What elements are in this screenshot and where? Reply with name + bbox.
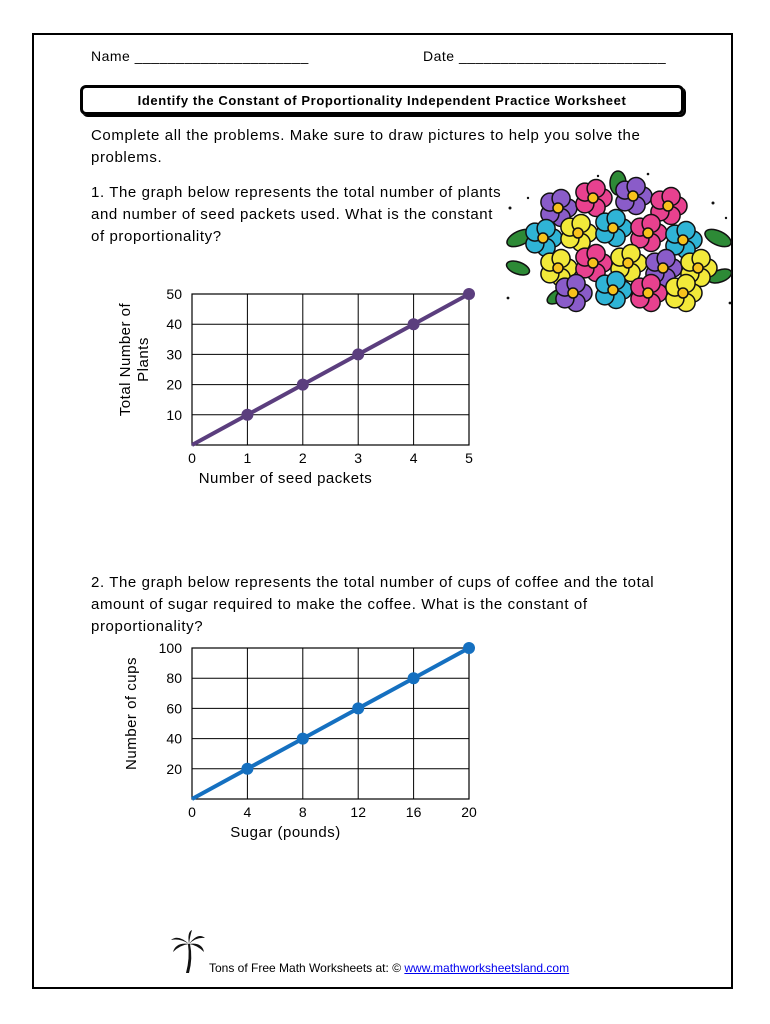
chart1-y-tick-label: 40 bbox=[166, 316, 182, 333]
worksheet-title: Identify the Constant of Proportionality Independent Practice Worksheet bbox=[137, 92, 627, 108]
chart2-x-tick-label: 8 bbox=[298, 804, 307, 820]
chart1-x-tick-label: 3 bbox=[354, 450, 363, 466]
date-field-label: Date _________________________ bbox=[423, 48, 667, 64]
chart2-data-point bbox=[463, 642, 475, 654]
chart2-data-point bbox=[241, 763, 253, 775]
flowers-clipart bbox=[498, 168, 738, 318]
instructions: Complete all the problems. Make sure to draw pictures to help you solve the problems. bbox=[91, 127, 641, 166]
chart2-x-tick-label: 4 bbox=[243, 804, 252, 820]
palm-tree-icon bbox=[170, 930, 206, 974]
chart1-y-tick-label: 10 bbox=[166, 406, 182, 423]
chart1-data-point bbox=[297, 379, 309, 391]
chart1-series-line bbox=[192, 294, 469, 445]
chart1-x-tick-label: 5 bbox=[465, 450, 473, 466]
name-field-label: Name _____________________ bbox=[91, 48, 309, 64]
chart1-x-tick-label: 2 bbox=[298, 450, 307, 466]
chart2-x-tick-label: 16 bbox=[405, 804, 422, 820]
chart1-data-point bbox=[241, 409, 253, 421]
chart1-y-axis-label: Total Number of bbox=[117, 302, 134, 417]
flower bbox=[616, 178, 652, 215]
chart2-x-axis-label: Sugar (pounds) bbox=[230, 824, 341, 841]
chart-cups-vs-sugar bbox=[110, 636, 530, 846]
chart1-y-tick-label: 20 bbox=[166, 376, 182, 393]
chart2-x-tick-label: 20 bbox=[461, 804, 477, 820]
chart2-data-point bbox=[297, 733, 309, 745]
chart2-x-tick-label: 0 bbox=[188, 804, 196, 820]
chart1-y-tick-label: 30 bbox=[166, 346, 182, 363]
flower bbox=[596, 210, 632, 247]
footer-text: Tons of Free Math Worksheets at: © bbox=[209, 961, 405, 975]
footer bbox=[209, 961, 569, 975]
chart1-x-axis-label: Number of seed packets bbox=[198, 470, 373, 487]
chart2-y-tick-label: 100 bbox=[158, 640, 182, 656]
chart2-y-tick-label: 20 bbox=[166, 760, 182, 777]
problem-1-text: 1. The graph below represents the total number of plants and number of seed packets used. What is the constant of proportionality? bbox=[91, 184, 502, 245]
chart2-y-axis-label: Number of cups bbox=[123, 657, 140, 770]
chart2-series-line bbox=[192, 648, 469, 799]
worksheet-title-box bbox=[80, 85, 684, 115]
chart2-data-point bbox=[352, 702, 364, 714]
flower bbox=[556, 275, 592, 312]
chart2-y-tick-label: 40 bbox=[166, 730, 182, 747]
chart2-y-tick-label: 80 bbox=[166, 670, 182, 687]
chart-plants-vs-seed-packets bbox=[110, 282, 530, 492]
chart1-y-axis-label: Plants bbox=[135, 337, 152, 382]
chart1-x-tick-label: 4 bbox=[409, 450, 418, 466]
chart1-x-tick-label: 0 bbox=[188, 450, 196, 466]
chart1-y-tick-label: 50 bbox=[166, 286, 182, 302]
chart1-data-point bbox=[352, 348, 364, 360]
chart2-data-point bbox=[408, 672, 420, 684]
chart2-x-tick-label: 12 bbox=[350, 804, 366, 820]
problem-2-text: 2. The graph below represents the total number of cups of coffee and the total amount of sugar required to make the coffee. What is the constant of proportionality? bbox=[91, 574, 655, 635]
chart1-data-point bbox=[408, 318, 420, 330]
footer-link[interactable]: www.mathworksheetsland.com bbox=[404, 961, 570, 975]
flower bbox=[576, 180, 612, 217]
chart1-x-tick-label: 1 bbox=[243, 450, 252, 466]
chart1-data-point bbox=[463, 288, 475, 300]
chart2-y-tick-label: 60 bbox=[166, 700, 182, 717]
